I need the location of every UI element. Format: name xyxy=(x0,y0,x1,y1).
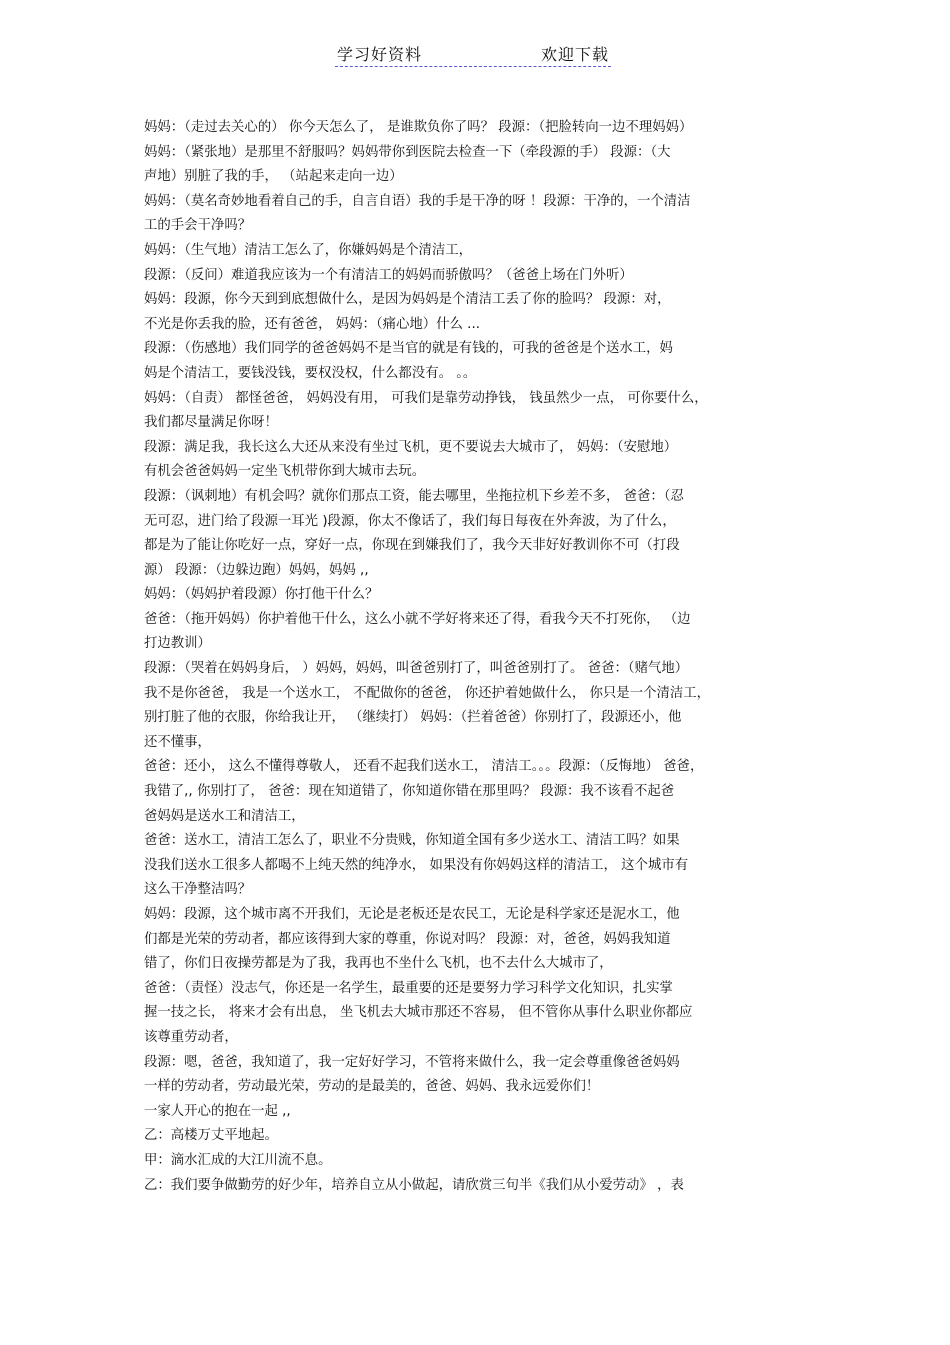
script-line: 甲：滴水汇成的大江川流不息。 xyxy=(144,1152,332,1168)
script-line: 这么干净整洁吗？ xyxy=(144,882,252,898)
script-line: 错了，你们日夜操劳都是为了我，我再也不坐什么飞机，也不去什么大城市了， xyxy=(144,956,613,972)
script-line: 爸爸：（拖开妈妈）你护着他干什么，这么小就不学好将来还了得，看我今天不打死你， （边 xyxy=(144,611,691,627)
header-title-left: 学习好资料 xyxy=(337,45,423,64)
page-header xyxy=(335,40,611,67)
script-line: 妈是个清洁工，要钱没钱，要权没权，什么都没有。 。。 xyxy=(144,365,477,381)
script-line: 一样的劳动者，劳动最光荣，劳动的是最美的，爸爸、妈妈、我永远爱你们！ xyxy=(144,1079,600,1095)
script-line: 无可忍，进门给了段源一耳光 )段源，你太不像话了，我们每日每夜在外奔波，为了什么， xyxy=(144,513,676,529)
script-line: 该尊重劳动者， xyxy=(144,1029,238,1045)
script-line: 段源：嗯，爸爸，我知道了，我一定好好学习，不管将来做什么，我一定会尊重像爸爸妈妈 xyxy=(144,1054,680,1070)
script-line: 工的手会干净吗？ xyxy=(144,218,252,234)
script-line: 乙：高楼万丈平地起。 xyxy=(144,1128,278,1144)
script-line: 声地）别脏了我的手， （站起来走向一边） xyxy=(144,169,403,185)
script-line: 妈妈：（自责） 都怪爸爸， 妈妈没有用， 可我们是靠劳动挣钱， 钱虽然少一点， 可你要什么， xyxy=(144,390,708,406)
header-title-right: 欢迎下载 xyxy=(540,45,609,64)
script-line: 段源：（反问）难道我应该为一个有清洁工的妈妈而骄傲吗？（爸爸上场在门外听） xyxy=(144,267,633,283)
script-line: 爸爸：送水工，清洁工怎么了，职业不分贵贱，你知道全国有多少送水工、清洁工吗？如果 xyxy=(144,833,680,849)
script-line: 妈妈：（莫名奇妙地看着自己的手，自言自语）我的手是干净的呀 ！段源：干净的，一个清洁 xyxy=(144,193,691,209)
script-line: 爸妈妈是送水工和清洁工， xyxy=(144,808,305,824)
script-line: 乙：我们要争做勤劳的好少年，培养自立从小做起，请欣赏三句半《我们从小爱劳动》 ，表 xyxy=(144,1177,684,1193)
script-line: 妈妈：（妈妈护着段源）你打他干什么？ xyxy=(144,587,379,603)
script-line: 没我们送水工很多人都喝不上纯天然的纯净水， 如果没有你妈妈这样的清洁工， 这个城市有 xyxy=(144,857,689,873)
script-line: 爸爸：（责怪）没志气，你还是一名学生，最重要的还是要努力学习科学文化知识，扎实掌 xyxy=(144,980,673,996)
script-line: 我错了,, 你别打了， 爸爸：现在知道错了，你知道你错在那里吗？ 段源：我不该看不起爸 xyxy=(144,784,675,800)
script-line: 有机会爸爸妈妈一定坐飞机带你到大城市去玩。 xyxy=(144,464,426,480)
script-line: 段源：（讽刺地）有机会吗？就你们那点工资，能去哪里，坐拖拉机下乡差不多， 爸爸：（忍 xyxy=(144,488,684,504)
script-line: 不光是你丢我的脸，还有爸爸， 妈妈：（痛心地）什么 ... xyxy=(144,316,480,332)
script-line: 我们都尽量满足你呀！ xyxy=(144,415,278,431)
script-line: 们都是光荣的劳动者，都应该得到大家的尊重，你说对吗？ 段源：对，爸爸，妈妈我知道 xyxy=(144,931,671,947)
script-line: 都是为了能让你吃好一点，穿好一点，你现在到嫌我们了，我今天非好好教训你不可（打段 xyxy=(144,538,680,554)
script-line: 源） 段源：（边躲边跑）妈妈，妈妈 ,, xyxy=(144,562,369,578)
script-line: 段源：满足我，我长这么大还从来没有坐过飞机，更不要说去大城市了， 妈妈：（安慰地） xyxy=(144,439,678,455)
script-line: 别打脏了他的衣服，你给我让开， （继续打） 妈妈：（拦着爸爸）你别打了，段源还小，他 xyxy=(144,710,682,726)
script-body xyxy=(144,116,806,1198)
script-line: 妈妈：（走过去关心的） 你今天怎么了， 是谁欺负你了吗？ 段源：（把脸转向一边不理妈妈） xyxy=(144,120,693,135)
script-line: 一家人开心的抱在一起 ,, xyxy=(144,1103,291,1119)
script-line: 妈妈：段源，你今天到到底想做什么，是因为妈妈是个清洁工丢了你的脸吗？ 段源：对， xyxy=(144,292,671,308)
script-line: 妈妈：段源，这个城市离不开我们，无论是老板还是农民工，无论是科学家还是泥水工，他 xyxy=(144,907,680,922)
script-line: 爸爸：还小， 这么不懂得尊敬人， 还看不起我们送水工， 清洁工。。。段源：（反悔地） 爸爸， xyxy=(144,759,704,775)
script-line: 妈妈：（紧张地）是那里不舒服吗？妈妈带你到医院去检查一下（牵段源的手） 段源：（大 xyxy=(144,144,671,160)
script-line: 我不是你爸爸， 我是一个送水工， 不配做你的爸爸， 你还护着她做什么， 你只是一个清洁工， xyxy=(144,685,711,701)
script-line: 打边教训） xyxy=(144,636,211,652)
script-line: 段源：（哭着在妈妈身后， ）妈妈，妈妈，叫爸爸别打了，叫爸爸别打了。 爸爸：（赌气地） xyxy=(144,661,689,677)
script-line: 妈妈：（生气地）清洁工怎么了，你嫌妈妈是个清洁工， xyxy=(144,242,473,258)
script-line: 还不懂事， xyxy=(144,734,211,750)
script-line: 握一技之长， 将来才会有出息， 坐飞机去大城市那还不容易， 但不管你从事什么职业你都应 xyxy=(144,1005,693,1021)
script-line: 段源：（伤感地）我们同学的爸爸妈妈不是当官的就是有钱的，可我的爸爸是个送水工，妈 xyxy=(144,341,673,357)
